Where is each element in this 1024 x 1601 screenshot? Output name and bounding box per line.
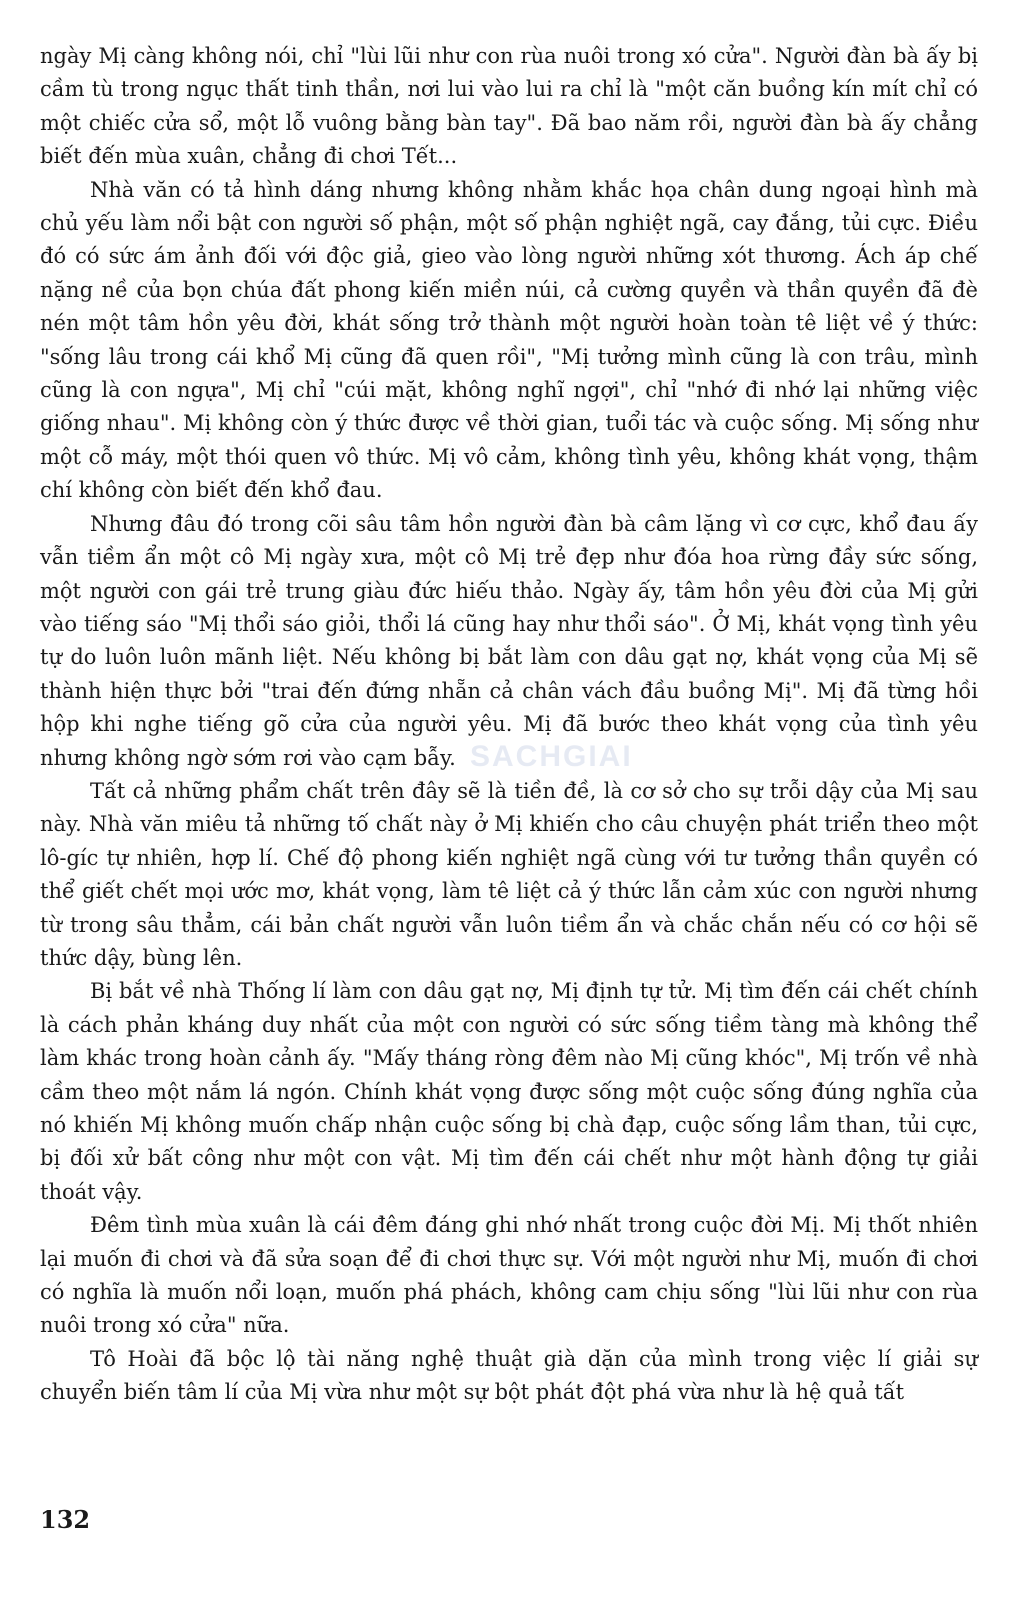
watermark-logo: SACHGIAI (470, 740, 633, 773)
paragraph-3: Nhưng đâu đó trong cõi sâu tâm hồn người đàn bà câm lặng vì cơ cực, khổ đau ấy vẫn tiềm ẩn một cô Mị ngày xưa, một cô Mị trẻ đẹp như đóa hoa rừng đầy sức sống, một người con gái trẻ trung giàu đức hiếu thảo. Ngày ấy, tâm hồn yêu đời của Mị gửi vào tiếng sáo "Mị thổi sáo giỏi, thổi lá cũng hay như thổi sáo". Ở Mị, khát vọng tình yêu tự do luôn luôn mãnh liệt. Nếu không bị bắt làm con dâu gạt nợ, khát vọng của Mị sẽ thành hiện thực bởi "trai đến đứng nhẵn cả chân vách đầu buồng Mị". Mị đã từng hồi hộp khi nghe tiếng gõ cửa của người yêu. Mị đã bước theo khát vọng của tình yêu nhưng không ngờ sớm rơi vào cạm bẫy. (40, 511, 978, 770)
paragraph-7: Tô Hoài đã bộc lộ tài năng nghệ thuật già dặn của mình trong việc lí giải sự chuyển biến tâm lí của Mị vừa như một sự bột phát đột phá vừa như là hệ quả tất (40, 1346, 978, 1405)
paragraph-4: Tất cả những phẩm chất trên đây sẽ là tiền đề, là cơ sở cho sự trỗi dậy của Mị sau này. Nhà văn miêu tả những tố chất này ở Mị khiến cho câu chuyện phát triển theo một lô-gíc tự nhiên, hợp lí. Chế độ phong kiến nghiệt ngã cùng với tư tưởng thần quyền có thể giết chết mọi ước mơ, khát vọng, làm tê liệt cả ý thức lẫn cảm xúc con người nhưng từ trong sâu thẳm, cái bản chất người vẫn luôn tiềm ẩn và chắc chắn nếu có cơ hội sẽ thức dậy, bùng lên. (40, 778, 978, 970)
paragraph-5: Bị bắt về nhà Thống lí làm con dâu gạt nợ, Mị định tự tử. Mị tìm đến cái chết chính là cách phản kháng duy nhất của một con người có sức sống tiềm tàng mà không thể làm khác trong hoàn cảnh ấy. "Mấy tháng ròng đêm nào Mị cũng khóc", Mị trốn về nhà cầm theo một nắm lá ngón. Chính khát vọng được sống một cuộc sống đúng nghĩa của nó khiến Mị không muốn chấp nhận cuộc sống bị chà đạp, cuộc sống lầm than, tủi cực, bị đối xử bất công như một con vật. Mị tìm đến cái chết như một hành động tự giải thoát vậy. (40, 979, 978, 1204)
paragraph-1: ngày Mị càng không nói, chỉ "lùi lũi như con rùa nuôi trong xó cửa". Người đàn bà ấy bị cầm tù trong ngục thất tinh thần, nơi lui vào lui ra chỉ là "một căn buồng kín mít chỉ có một chiếc cửa sổ, một lỗ vuông bằng bàn tay". Đã bao năm rồi, người đàn bà ấy chẳng biết đến mùa xuân, chẳng đi chơi Tết... (40, 44, 978, 169)
page-body (40, 40, 978, 1410)
page-number: 132 (40, 1505, 91, 1534)
paragraph-2: Nhà văn có tả hình dáng nhưng không nhằm khắc họa chân dung ngoại hình mà chủ yếu làm nổi bật con người số phận, một số phận nghiệt ngã, cay đắng, tủi cực. Điều đó có sức ám ảnh đối với độc giả, gieo vào lòng người những xót thương. Ách áp chế nặng nề của bọn chúa đất phong kiến miền núi, cả cường quyền và thần quyền đã đè nén một tâm hồn yêu đời, khát sống trở thành một người hoàn toàn tê liệt về ý thức: "sống lâu trong cái khổ Mị cũng đã quen rồi", "Mị tưởng mình cũng là con trâu, mình cũng là con ngựa", Mị chỉ "cúi mặt, không nghĩ ngợi", chỉ "nhớ đi nhớ lại những việc giống nhau". Mị không còn ý thức được về thời gian, tuổi tác và cuộc sống. Mị sống như một cỗ máy, một thói quen vô thức. Mị vô cảm, không tình yêu, không khát vọng, thậm chí không còn biết đến khổ đau. (40, 177, 978, 503)
paragraph-6: Đêm tình mùa xuân là cái đêm đáng ghi nhớ nhất trong cuộc đời Mị. Mị thốt nhiên lại muốn đi chơi và đã sửa soạn để đi chơi thực sự. Với một người như Mị, muốn đi chơi có nghĩa là muốn nổi loạn, muốn phá phách, không cam chịu sống "lùi lũi như con rùa nuôi trong xó cửa" nữa. (40, 1213, 978, 1338)
